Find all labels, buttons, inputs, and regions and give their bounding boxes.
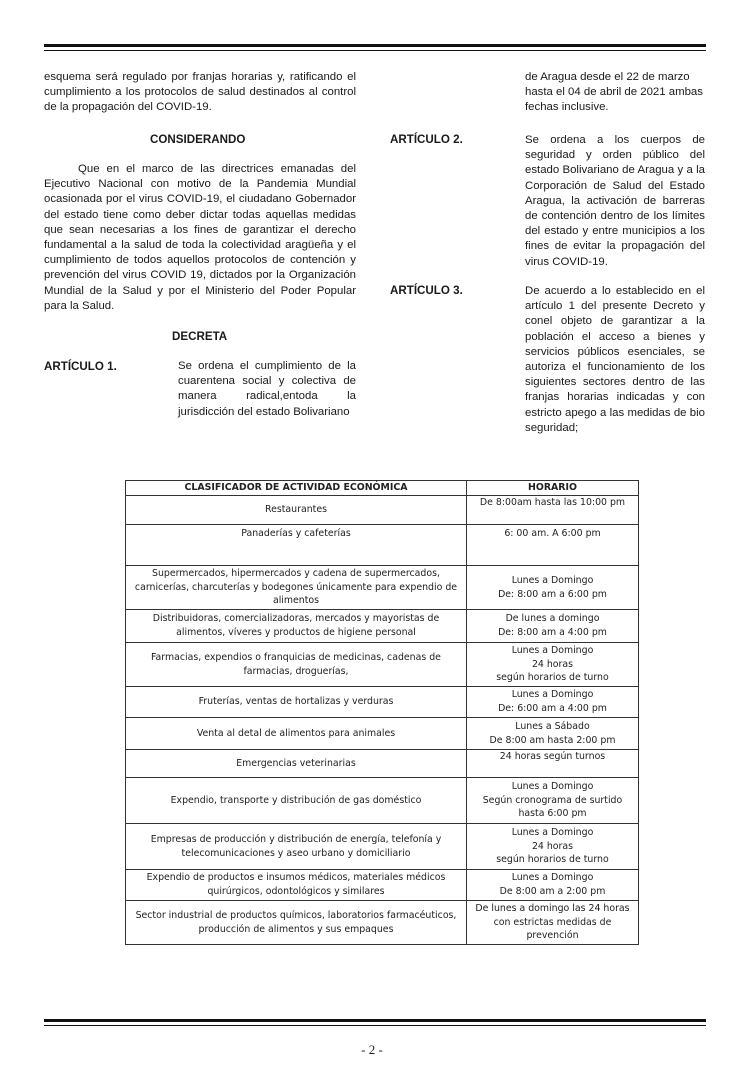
intro-paragraph: esquema será regulado por franjas horarias y, ratificando el cumplimiento a los protocolos de salud destinados al control de la propagación del COVID-19.: [44, 71, 356, 114]
schedule-cell: Lunes a Domingo 24 horas según horarios de turno: [467, 824, 639, 870]
activity-cell: Farmacias, expendios o franquicias de medicinas, cadenas de farmacias, droguerías,: [126, 643, 467, 687]
page-number: - 2 -: [361, 1042, 383, 1057]
activity-cell: Expendio de productos e insumos médicos, materiales médicos quirúrgicos, odontológicos y similares: [126, 870, 467, 901]
activity-cell: Venta al detal de alimentos para animales: [126, 718, 467, 750]
articulo2-label: ARTÍCULO 2.: [390, 133, 463, 146]
activity-cell: Fruterías, ventas de hortalizas y verduras: [126, 687, 467, 718]
bottom-rule-thick: [44, 1019, 706, 1022]
table-header-row: [126, 481, 639, 496]
table-row: [126, 901, 639, 945]
considerando-paragraph: Que en el marco de las directrices emanadas del Ejecutivo Nacional con motivo de la Pandemia Mundial ocasionada por el virus COVID-19, el ciudadano Gobernador del estado tiene como deber dictar todas aquellas medidas que sean necesarias a los fines de garantizar el derecho fundamental a la salud de toda la colectividad aragüeña y el cumplimiento de todos aquellos protocolos de contención y prevención del virus COVID 19, dictados por la Organización Mundial de la Salud y por el Ministerio del Poder Popular para la Salud.: [44, 163, 356, 312]
table-row: [126, 824, 639, 870]
table-row: [126, 643, 639, 687]
articulo3-label: ARTÍCULO 3.: [390, 284, 463, 297]
top-rule-thin: [44, 50, 706, 51]
table-row: [126, 870, 639, 901]
articulo1-label: ARTÍCULO 1.: [44, 360, 117, 373]
table-row: [126, 610, 639, 643]
activity-cell: Sector industrial de productos químicos, laboratorios farmacéuticos, producción de alimentos y sus empaques: [126, 901, 467, 945]
schedule-cell: 24 horas según turnos: [467, 750, 639, 778]
articulo1-continuation: de Aragua desde el 22 de marzo hasta el 04 de abril de 2021 ambas fechas inclusive.: [525, 71, 703, 114]
schedule-cell: 6: 00 am. A 6:00 pm: [467, 525, 639, 566]
activity-cell: Supermercados, hipermercados y cadena de supermercados, carnicerías, charcuterías y bodegones únicamente para expendio de alimentos: [126, 566, 467, 610]
header-activity: CLASIFICADOR DE ACTIVIDAD ECONÓMICA: [126, 481, 467, 496]
schedule-cell: Lunes a Domingo 24 horas según horarios de turno: [467, 643, 639, 687]
schedule-cell: De 8:00am hasta las 10:00 pm: [467, 496, 639, 525]
activity-cell: Expendio, transporte y distribución de gas doméstico: [126, 778, 467, 824]
activity-cell: Panaderías y cafeterías: [126, 525, 467, 566]
articulo2-text: Se ordena a los cuerpos de seguridad y orden público del estado Bolivariano de Aragua y a la Corporación de Salud del Estado Aragua, la activación de barreras de contención dentro de los límites del estado y entre municipios a los fines de evitar la propagación del virus COVID-19.: [525, 134, 705, 268]
schedule-cell: Lunes a Domingo De: 8:00 am a 6:00 pm: [467, 566, 639, 610]
articulo3-text: De acuerdo a lo establecido en el artículo 1 del presente Decreto y conel objeto de garantizar a la población el acceso a bienes y servicios públicos esenciales, se autoriza el funcionamiento de los siguientes sectores dentro de las franjas horarias indicadas y con estricto apego a las medidas de bio seguridad;: [525, 285, 705, 434]
activity-cell: Distribuidoras, comercializadoras, mercados y mayoristas de alimentos, víveres y productos de higiene personal: [126, 610, 467, 643]
activity-cell: Restaurantes: [126, 496, 467, 525]
table-row: [126, 566, 639, 610]
articulo1-text: Se ordena el cumplimiento de la cuarentena social y colectiva de manera radical,entoda la jurisdicción del estado Bolivariano: [178, 360, 356, 418]
table-row: [126, 718, 639, 750]
table-row: [126, 525, 639, 566]
schedule-cell: Lunes a Domingo De: 6:00 am a 4:00 pm: [467, 687, 639, 718]
decreta-heading: DECRETA: [172, 330, 228, 343]
activity-cell: Emergencias veterinarias: [126, 750, 467, 778]
table-row: [126, 496, 639, 525]
activity-cell: Empresas de producción y distribución de energía, telefonía y telecomunicaciones y aseo urbano y domiciliario: [126, 824, 467, 870]
activity-schedule-table: [125, 480, 639, 945]
top-rule-thick: [44, 44, 706, 47]
table-row: [126, 687, 639, 718]
schedule-cell: Lunes a Sábado De 8:00 am hasta 2:00 pm: [467, 718, 639, 750]
table-row: [126, 750, 639, 778]
schedule-cell: Lunes a Domingo De 8:00 am a 2:00 pm: [467, 870, 639, 901]
schedule-cell: De lunes a domingo las 24 horas con estrictas medidas de prevención: [467, 901, 639, 945]
table-row: [126, 778, 639, 824]
header-schedule: HORARIO: [467, 481, 639, 496]
schedule-cell: Lunes a Domingo Según cronograma de surtido hasta 6:00 pm: [467, 778, 639, 824]
schedule-cell: De lunes a domingo De: 8:00 am a 4:00 pm: [467, 610, 639, 643]
considerando-heading: CONSIDERANDO: [150, 133, 246, 146]
bottom-rule-thin: [44, 1025, 706, 1026]
